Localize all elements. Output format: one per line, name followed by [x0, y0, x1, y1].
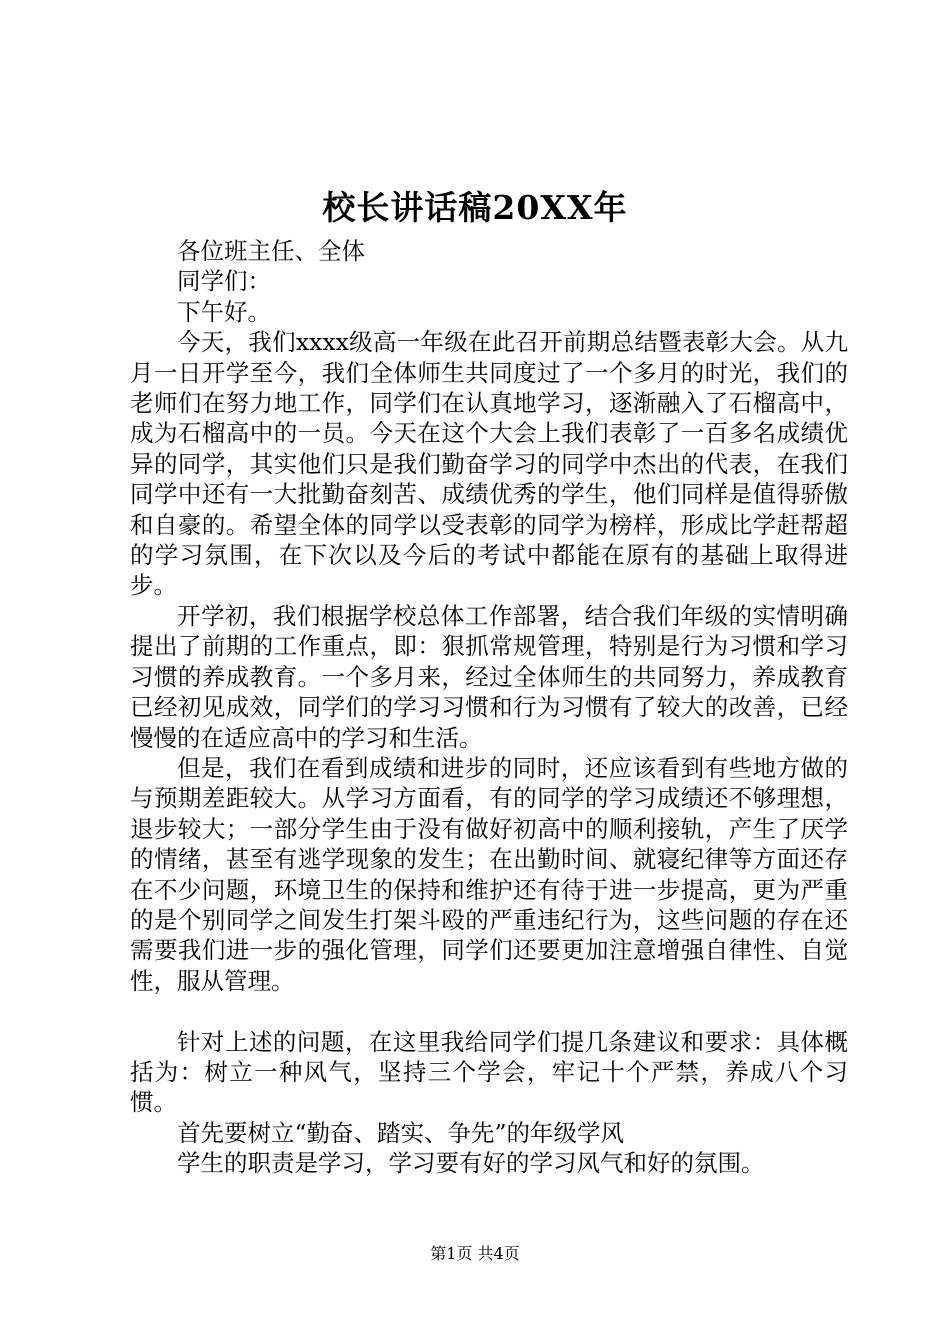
page-footer: 第1页 共4页 [430, 1244, 520, 1263]
paragraph-spacer [130, 996, 848, 1026]
document-body [130, 236, 848, 1179]
paragraph-2: 开学初，我们根据学校总体工作部署，结合我们年级的实情明确提出了前期的工作重点，即：狠抓常规管理，特别是行为习惯和学习习惯的养成教育。一个多月来，经过全体师生的共同努力，养成教育已经初见成效，同学们的学习习惯和行为习惯有了较大的改善，已经慢慢的在适应高中的学习和生活。 [130, 601, 848, 752]
paragraph-1: 今天，我们xxxx级高一年级在此召开前期总结暨表彰大会。从九月一日开学至今，我们全体师生共同度过了一个多月的时光，我们的老师们在努力地工作，同学们在认真地学习，逐渐融入了石榴高中，成为石榴高中的一员。今天在这个大会上我们表彰了一百多名成绩优异的同学，其实他们只是我们勤奋学习的同学中杰出的代表，在我们同学中还有一大批勤奋刻苦、成绩优秀的学生，他们同样是值得骄傲和自豪的。希望全体的同学以受表彰的同学为榜样，形成比学赶帮超的学习氛围，在下次以及今后的考试中都能在原有的基础上取得进步。 [130, 328, 848, 600]
greeting-line-2: 同学们： [177, 267, 271, 296]
greeting-line-1: 各位班主任、全体 [177, 237, 365, 265]
paragraph-4: 针对上述的问题，在这里我给同学们提几条建议和要求：具体概括为：树立一种风气，坚持三个学会，牢记十个严禁，养成八个习惯。 [130, 1027, 848, 1117]
greeting-line-3: 下午好。 [177, 297, 271, 326]
paragraph-5: 首先要树立“勤奋、踏实、争先”的年级学风 [177, 1118, 625, 1147]
document-title: 校长讲话稿20XX年 [322, 188, 628, 227]
paragraph-3: 但是，我们在看到成绩和进步的同时，还应该看到有些地方做的与预期差距较大。从学习方面看，有的同学的学习成绩还不够理想，退步较大；一部分学生由于没有做好初高中的顺利接轨，产生了厌学的情绪，甚至有逃学现象的发生；在出勤时间、就寝纪律等方面还存在不少问题，环境卫生的保持和维护还有待于进一步提高，更为严重的是个别同学之间发生打架斗殴的严重违纪行为，这些问题的存在还需要我们进一步的强化管理，同学们还要更加注意增强自律性、自觉性，服从管理。 [130, 753, 848, 995]
paragraph-6: 学生的职责是学习，学习要有好的学习风气和好的氛围。 [177, 1149, 765, 1178]
